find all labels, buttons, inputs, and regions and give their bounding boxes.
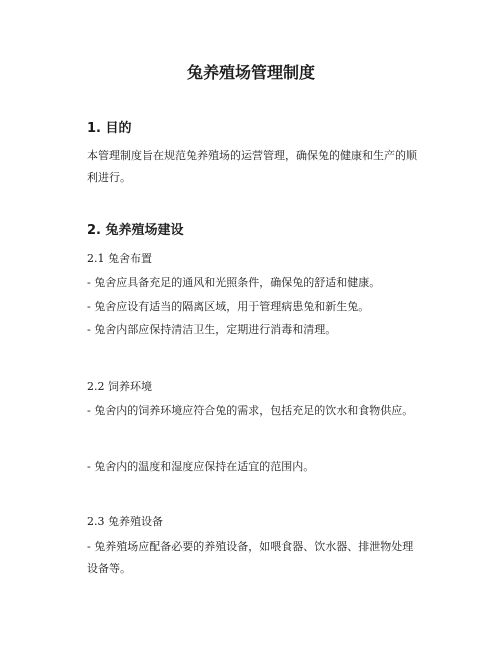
list-item: - 兔舍应设有适当的隔离区域，用于管理病患兔和新生兔。 bbox=[87, 300, 370, 313]
section-paragraph-purpose: 本管理制度旨在规范兔养殖场的运营管理，确保兔的健康和生产的顺利进行。 bbox=[87, 149, 417, 184]
subsection-heading-rabbit-house-layout: 2.1 兔舍布置 bbox=[87, 252, 152, 265]
section-heading-farm-construction: 2. 兔养殖场建设 bbox=[87, 223, 184, 238]
list-item: - 兔舍内的饲养环境应符合兔的需求，包括充足的饮水和食物供应。 bbox=[87, 404, 414, 417]
list-item: - 兔舍内的温度和湿度应保持在适宜的范围内。 bbox=[87, 460, 315, 473]
list-item: - 兔舍应具备充足的通风和光照条件，确保兔的舒适和健康。 bbox=[87, 276, 381, 289]
document-title: 兔养殖场管理制度 bbox=[186, 63, 315, 82]
section-heading-purpose: 1. 目的 bbox=[87, 121, 132, 136]
subsection-heading-breeding-equipment: 2.3 兔养殖设备 bbox=[87, 515, 163, 528]
list-item: - 兔养殖场应配备必要的养殖设备，如喂食器、饮水器、排泄物处理设备等。 bbox=[87, 540, 414, 575]
subsection-heading-feeding-environment: 2.2 饲养环境 bbox=[87, 380, 152, 393]
list-item: - 兔舍内部应保持清洁卫生，定期进行消毒和清理。 bbox=[87, 323, 337, 336]
